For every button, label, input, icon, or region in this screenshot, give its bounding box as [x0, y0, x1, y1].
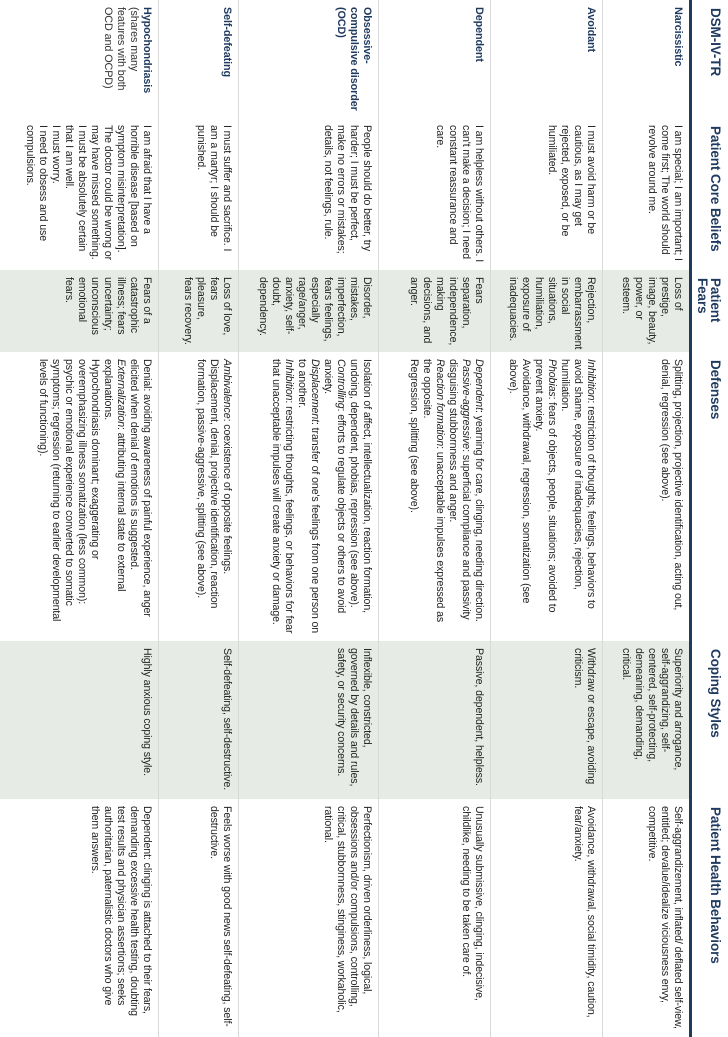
- fears-cell: Fears separation, independence, making decisions, and anger.: [379, 270, 491, 352]
- table-row: [491, 0, 603, 1037]
- disorder-note: (shares many features with both OCD and OCPD): [102, 7, 140, 91]
- defenses-cell: [0, 352, 159, 641]
- belief-line: I am afraid that I have a horrible disease [based on symptom misinterpretation].: [115, 125, 153, 253]
- fears-cell: Rejection, embarrassment in social situations, humiliation, exposure of inadequacies.: [491, 270, 603, 352]
- defense-text: Regression, splitting (see above).: [408, 359, 420, 513]
- defense-text: Splitting, projection, projective identification, acting out, denial, regression (see above).: [659, 359, 684, 611]
- disorder-cell: Obsessive-compulsive disorder (OCD): [239, 0, 379, 118]
- defense-text: Displacement, denial, projective identification, reaction formation, passive-aggressive, splitting (see above).: [195, 359, 220, 609]
- defense-text: Denial: avoiding awareness of painful experience, anger elicited when denial of emotions is suggested.: [128, 359, 153, 617]
- defense-term: Ambivalence: [221, 359, 233, 419]
- belief-line: I must be absolutely certain that I am well.: [63, 125, 88, 252]
- behaviors-cell: Dependent: clinging is attached to their fears, demanding excessive health testing, doubting test results and physician assertions; seeks authoritarian, paternalistic doctors who give them answers.: [0, 799, 159, 1037]
- table-row: [239, 0, 379, 1037]
- defense-text: : restricting thoughts, feelings, or behaviors for fear that unacceptable impulses will create anxiety or damage.: [270, 359, 295, 634]
- defense-term: Dependent: [473, 359, 485, 410]
- disorder-name: Hypochondriasis: [141, 7, 153, 94]
- belief-line: The doctor could be wrong or may have missed something.: [89, 125, 114, 260]
- defense-text: : fears of objects, people, situations; avoided to prevent anxiety.: [533, 359, 558, 613]
- defenses-cell: [239, 352, 379, 641]
- defense-text: : superficial compliance and passivity disguising stubbornness and anger.: [447, 359, 472, 620]
- header-coping: Coping Styles: [691, 641, 728, 799]
- defense-text: : efforts to regulate objects or others to avoid anxiety.: [322, 359, 347, 614]
- table-row: [379, 0, 491, 1037]
- defense-term: Inhibition: [585, 359, 597, 401]
- beliefs-cell: [0, 118, 159, 270]
- disorder-cell: Dependent: [379, 0, 491, 118]
- defense-term: Displacement: [309, 359, 321, 422]
- belief-line: I need to obsess and use compulsions.: [24, 125, 49, 241]
- header-core-beliefs: Patient Core Beliefs: [691, 118, 728, 270]
- behaviors-cell: Perfectionism, driven orderliness, logical, obsessions and/or compulsions, controlling, critical, stubbornness, stinginess, workaholic, rational.: [239, 799, 379, 1037]
- beliefs-cell: I am helpless without others. I can't make a decision; I need constant reassurance and care.: [379, 118, 491, 270]
- header-fears: Patient Fears: [691, 270, 728, 352]
- defense-text: : yearning for care, clinging, needing direction.: [473, 409, 485, 622]
- fears-cell: Loss of love, fears pleasure, fears recovery.: [159, 270, 239, 352]
- fears-cell: Fears of a catastrophic illness; fears uncertainty; unconscious emotional fears.: [0, 270, 159, 352]
- table-row: [603, 0, 691, 1037]
- defenses-cell: [603, 352, 691, 641]
- disorder-cell: Narcissistic: [603, 0, 691, 118]
- fears-cell: Loss of prestige, image, beauty, power, or esteem.: [603, 270, 691, 352]
- header-dsm: DSM-IV-TR: [691, 0, 728, 118]
- defense-term: Externalization: [115, 359, 127, 427]
- defense-term: Controlling: [335, 359, 347, 409]
- header-defenses: Defenses: [691, 352, 728, 641]
- coping-cell: Highly anxious coping style.: [0, 641, 159, 799]
- defense-term: Passive-aggressive: [460, 359, 472, 450]
- beliefs-cell: I am special; I am important; I come first; The world should revolve around me.: [603, 118, 691, 270]
- coping-cell: Passive, dependent, helpless.: [379, 641, 491, 799]
- defense-text: : coexistence of opposite feelings.: [221, 418, 233, 575]
- coping-cell: Superiority and arrogance, self-aggrandizing, self-centered, self-protecting, demeaning, demanding, critical.: [603, 641, 691, 799]
- defenses-cell: [491, 352, 603, 641]
- disorder-cell: Self-defeating: [159, 0, 239, 118]
- defense-text: : transfer of one's feelings from one person on to another.: [296, 359, 321, 634]
- fears-cell: Disorder, mistakes, imperfection, fears feelings, especially rage/anger, anxiety, self-doubt, dependency.: [239, 270, 379, 352]
- beliefs-cell: I must suffer and sacrifice. I am a martyr; I should be punished.: [159, 118, 239, 270]
- disorder-cell: [0, 0, 159, 118]
- header-row: [691, 0, 728, 1037]
- coping-cell: Withdraw or escape, avoiding criticism.: [491, 641, 603, 799]
- defense-text: Avoidance, withdrawal, regression, somatization (see above).: [507, 359, 532, 604]
- behaviors-cell: Avoidance, withdrawal, social timidity, caution, fear/anxiety.: [491, 799, 603, 1037]
- defense-term: Phobias: [546, 359, 558, 397]
- defenses-cell: [379, 352, 491, 641]
- defense-text: : attributing internal state to external explanations.: [102, 359, 127, 592]
- defense-term: Inhibition: [283, 359, 295, 401]
- defense-text: Isolation of affect, intellectualization, reaction formation, undoing, dependent, phobias, repression (see above).: [348, 359, 373, 613]
- beliefs-cell: I must avoid harm or be cautious, as I may get rejected, exposed, or be humiliated.: [491, 118, 603, 270]
- coping-cell: Self-defeating, self-destructive.: [159, 641, 239, 799]
- belief-line: I must worry.: [50, 125, 62, 184]
- defense-text: Hypochondriasis dominant; exaggerating or overemphasizing illness somatization (less common): psychic or emotional experience converted to somatic symptoms; regression (returning to earlier developmental levels of functioning).: [37, 359, 101, 622]
- coping-cell: Inflexible, constricted, governed by details and rules, safety, or security concerns.: [239, 641, 379, 799]
- defense-term: Reaction formation: [434, 359, 446, 447]
- disorder-cell: Avoidant: [491, 0, 603, 118]
- behaviors-cell: Unusually submissive, clinging, indecisive, childlike, needing to be taken care of.: [379, 799, 491, 1037]
- defense-text: : restriction of thoughts, feelings, behaviors to avoid shame, exposure of inadequacies, rejection, humiliation.: [559, 359, 597, 609]
- behaviors-cell: Feels worse with good news self-defeating, self-destructive.: [159, 799, 239, 1037]
- beliefs-cell: People should do better, try harder; I must be perfect, make no errors or mistakes; details, not feelings, rule.: [239, 118, 379, 270]
- header-health-behaviors: Patient Health Behaviors: [691, 799, 728, 1037]
- table-row: [159, 0, 239, 1037]
- table-row: [0, 0, 159, 1037]
- behaviors-cell: Self-aggrandizement, inflated/ deflated self-view, entitled; devalue/idealize viciousness envy, competitive.: [603, 799, 691, 1037]
- defense-text: : unacceptable impulses expressed as the opposite.: [421, 359, 446, 623]
- defenses-cell: [159, 352, 239, 641]
